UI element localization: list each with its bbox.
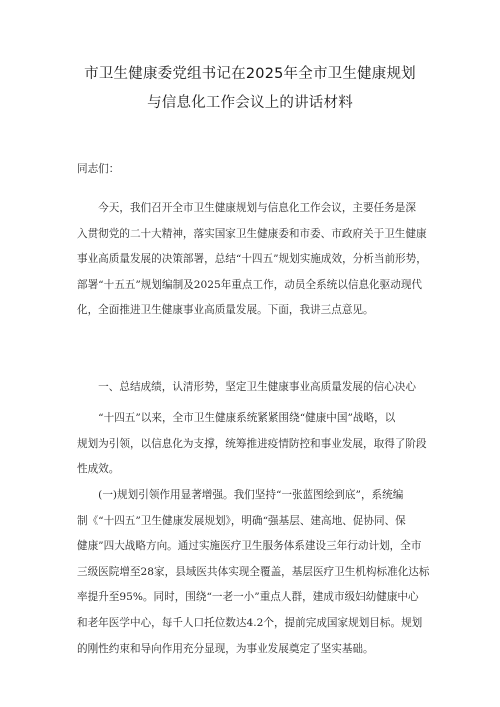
paragraph-line: 事业高质量发展的决策部署，总结“十四五”规划实施成效，分析当前形势，	[77, 253, 427, 266]
paragraph-achievements	[77, 406, 427, 483]
paragraph-line: 率提升至95%。同时，围绕“一老一小”重点人群，建成市级妇幼健康中心	[77, 591, 419, 604]
paragraph-line: 性成效。	[77, 463, 120, 476]
document-title-line-2: 与信息化工作会议上的讲话材料	[147, 95, 353, 111]
paragraph-line: 化，全面推进卫生健康事业高质量发展。下面，我讲三点意见。	[77, 304, 374, 317]
paragraph-line: 三级医院增至28家，县域医共体实现全覆盖，基层医疗卫生机构标准化达标	[77, 565, 430, 578]
greeting: 同志们：	[77, 163, 120, 175]
paragraph-line: 制《“十四五”卫生健康发展规划》，明确“强基层、建高地、促协同、保	[77, 514, 406, 527]
paragraph-line: 今天，我们召开全市卫生健康规划与信息化工作会议，主要任务是深	[77, 202, 416, 214]
paragraph-line: “十四五”以来，全市卫生健康系统紧紧围绕“健康中国”战略，以	[77, 412, 396, 424]
paragraph-line: 和老年医学中心，每千人口托位数达4.2个，提前完成国家规划目标。规划	[77, 616, 423, 629]
paragraph-line: 入贯彻党的二十大精神，落实国家卫生健康委和市委、市政府关于卫生健康	[77, 227, 427, 240]
paragraph-intro	[77, 196, 427, 324]
paragraph-planning	[77, 483, 430, 662]
paragraph-line: 规划为引领，以信息化为支撑，统筹推进疫情防控和事业发展，取得了阶段	[77, 437, 427, 450]
paragraph-line: 健康”四大战略方向。通过实施医疗卫生服务体系建设三年行动计划，全市	[77, 540, 422, 553]
paragraph-line: (一)规划引领作用显著增强。我们坚持“一张蓝图绘到底”，系统编	[77, 489, 404, 501]
paragraph-line: 部署“十五五”规划编制及2025年重点工作，动员全系统以信息化驱动现代	[77, 278, 423, 291]
section-heading-1: 一、总结成绩，认清形势，坚定卫生健康事业高质量发展的信心决心	[77, 381, 416, 393]
paragraph-line: 的刚性约束和导向作用充分显现，为事业发展奠定了坚实基础。	[77, 642, 374, 655]
document-title-line-1: 市卫生健康委党组书记在2025年全市卫生健康规划	[84, 66, 416, 82]
